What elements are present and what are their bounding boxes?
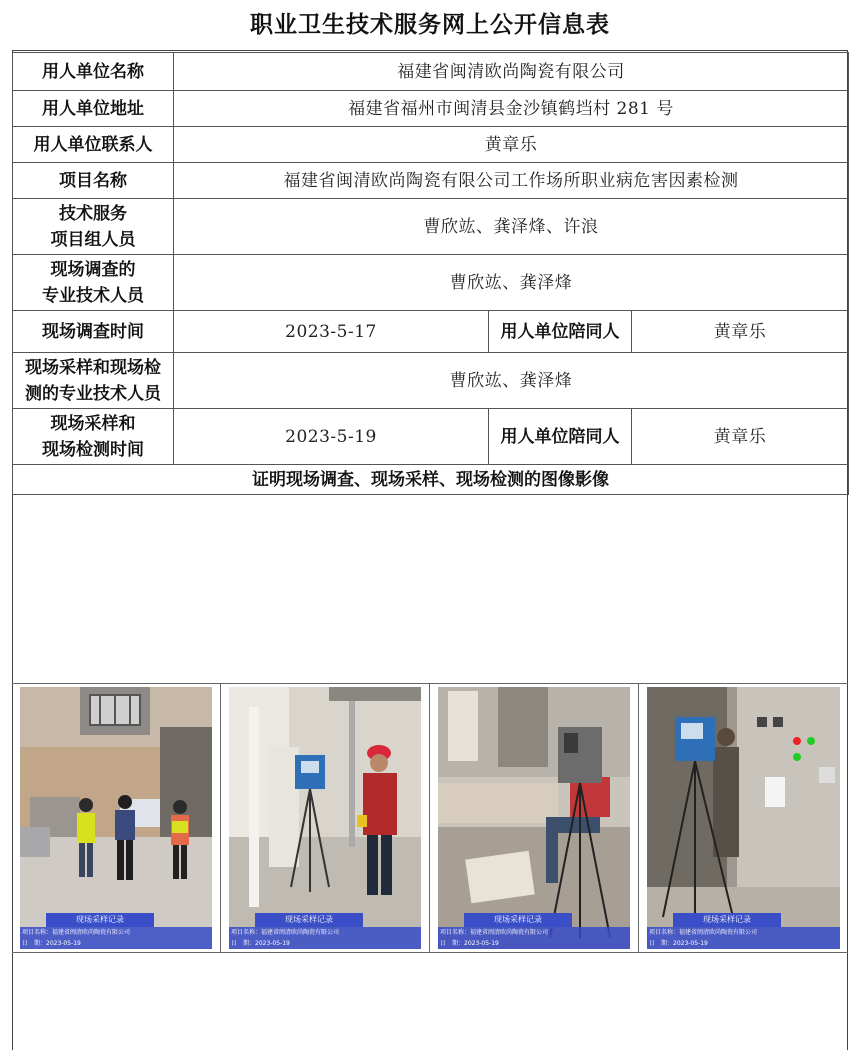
survey-time-value: 2023-5-17 [174,311,489,353]
employer-name-value: 福建省闽清欧尚陶瓷有限公司 [174,53,849,91]
photo-3-stamp-body [438,927,630,949]
survey-staff-label-line1: 现场调查的 [50,259,136,280]
photo-3-stamp-line1: 项目名称：福建省闽清欧尚陶瓷有限公司 [440,929,549,936]
sampling-companion-label: 用人单位陪同人 [489,409,632,465]
photo-2-stamp-body [229,927,421,949]
photo-1-stamp-title: 现场采样记录 [46,913,154,927]
images-header: 证明现场调查、现场采样、现场检测的图像影像 [13,465,849,495]
photo-4-stamp-title: 现场采样记录 [673,913,781,927]
employer-name-label: 用人单位名称 [13,53,174,91]
sampling-companion-value: 黄章乐 [632,409,849,465]
survey-staff-value: 曹欣竑、龚泽烽 [174,255,849,311]
photo-3-image [438,687,630,949]
row-sampling-time [13,409,849,465]
photo-1-stamp-body [20,927,212,949]
photo-strip [12,683,848,953]
photo-2-stamp-title: 现场采样记录 [255,913,363,927]
team-members-label-line2: 项目组人员 [50,229,136,250]
photo-4-image [647,687,840,949]
survey-companion-label: 用人单位陪同人 [489,311,632,353]
row-employer-address [13,91,849,127]
photo-1 [12,684,221,952]
row-survey-time [13,311,849,353]
photo-2 [221,684,430,952]
photo-3-stamp-line2: 日 期：2023-05-19 [440,940,499,947]
photo-2-stamp-line2: 日 期：2023-05-19 [231,940,290,947]
survey-staff-label-line2: 专业技术人员 [42,285,144,306]
photo-2-stamp-line1: 项目名称：福建省闽清欧尚陶瓷有限公司 [231,929,340,936]
photo-4-stamp-line2: 日 期：2023-05-19 [649,940,708,947]
photo-4 [639,684,848,952]
employer-contact-value: 黄章乐 [174,127,849,163]
sampling-time-label-line2: 现场检测时间 [42,439,144,460]
photo-4-stamp-body [647,927,840,949]
sampling-staff-label-line2: 测的专业技术人员 [25,383,161,404]
employer-address-label: 用人单位地址 [13,91,174,127]
employer-contact-label: 用人单位联系人 [13,127,174,163]
survey-staff-label [13,255,174,311]
photo-3-stamp [438,909,630,949]
sampling-staff-value: 曹欣竑、龚泽烽 [174,353,849,409]
photo-2-stamp [229,909,421,949]
row-images-header [13,465,849,495]
info-table [12,52,849,495]
photo-3-stamp-title: 现场采样记录 [464,913,572,927]
row-project-name [13,163,849,199]
project-name-label: 项目名称 [13,163,174,199]
employer-address-value: 福建省福州市闽清县金沙镇鹤垱村 281 号 [174,91,849,127]
sampling-time-label-line1: 现场采样和 [50,413,136,434]
page-title: 职业卫生技术服务网上公开信息表 [250,12,610,38]
row-team-members [13,199,849,255]
photo-1-stamp-line1: 项目名称：福建省闽清欧尚陶瓷有限公司 [22,929,131,936]
photo-4-stamp [647,909,840,949]
row-sampling-staff [13,353,849,409]
photo-1-stamp [20,909,212,949]
photo-4-stamp-line1: 项目名称：福建省闽清欧尚陶瓷有限公司 [649,929,758,936]
survey-time-label: 现场调查时间 [13,311,174,353]
row-employer-contact [13,127,849,163]
sampling-time-value: 2023-5-19 [174,409,489,465]
row-employer-name [13,53,849,91]
team-members-label [13,199,174,255]
sampling-staff-label-line1: 现场采样和现场检 [25,357,161,378]
team-members-value: 曹欣竑、龚泽烽、许浪 [174,199,849,255]
project-name-value: 福建省闽清欧尚陶瓷有限公司工作场所职业病危害因素检测 [174,163,849,199]
photo-3 [430,684,639,952]
survey-companion-value: 黄章乐 [632,311,849,353]
photo-1-image [20,687,212,949]
photo-1-stamp-line2: 日 期：2023-05-19 [22,940,81,947]
sampling-time-label [13,409,174,465]
sampling-staff-label [13,353,174,409]
row-survey-staff [13,255,849,311]
team-members-label-line1: 技术服务 [59,203,127,224]
photo-2-image [229,687,421,949]
